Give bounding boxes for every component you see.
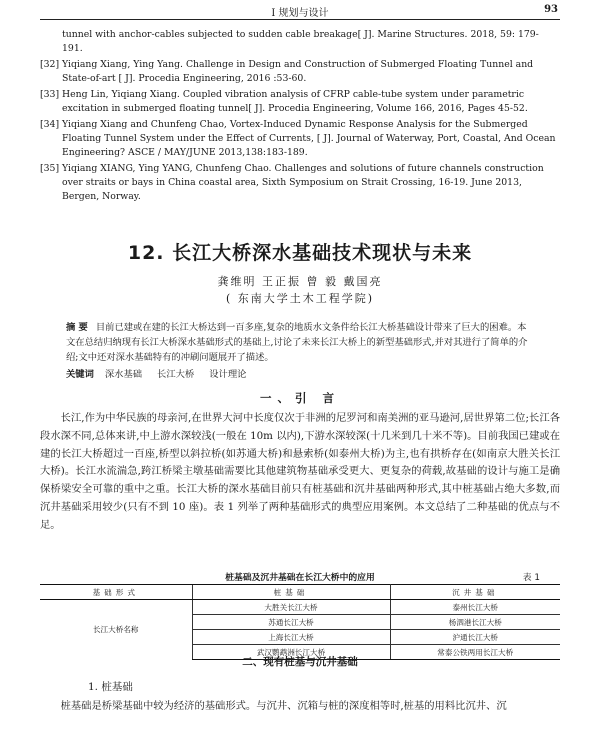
reference-item <box>40 162 556 204</box>
table-cell: 大胜关长江大桥 <box>192 600 390 615</box>
pile-paragraph: 桩基础是桥梁基础中较为经济的基础形式。与沉井、沉箱与桩的深度相等时,桩基的用料比沉井、沉 <box>60 700 507 712</box>
reference-text: Yiqiang XIANG, Ying YANG, Chunfeng Chao. Challenges and solutions of future channels construction over straits or bays in China coastal area, Sixth Symposium on Strait Crossing, 16-19. June 2013, Bergen, Norway. <box>62 163 544 202</box>
keyword: 深水基础 <box>104 369 143 380</box>
keywords-label: 关键词 <box>66 369 94 380</box>
reference-number: [33] <box>40 89 60 100</box>
foundation-table <box>40 584 560 660</box>
reference-text: tunnel with anchor-cables subjected to sudden cable breakage[ J]. Marine Structures. 2018, 59: 179-191. <box>62 29 539 54</box>
table-cell: 常泰公铁两用长江大桥 <box>390 645 560 660</box>
table-header-cell: 沉井基础 <box>390 585 560 600</box>
page-number: 93 <box>544 4 558 15</box>
table-header-cell: 桩基础 <box>192 585 390 600</box>
article-affiliation: ( 东南大学土木工程学院) <box>225 292 375 305</box>
reference-item <box>40 88 556 116</box>
table-row-label: 长江大桥名称 <box>92 625 139 635</box>
reference-item <box>40 28 556 56</box>
header-rule <box>40 19 560 20</box>
table-cell: 沪通长江大桥 <box>390 630 560 645</box>
table-title: 桩基础及沉井基础在长江大桥中的应用 <box>225 573 375 583</box>
table-row <box>40 600 560 615</box>
running-head <box>40 4 560 18</box>
reference-number: [34] <box>40 119 60 130</box>
reference-number: [32] <box>40 59 60 70</box>
reference-number: [35] <box>40 163 60 174</box>
keywords <box>66 366 530 380</box>
reference-item <box>40 118 556 160</box>
abstract-label: 摘 要 <box>66 322 88 333</box>
keyword: 设计理论 <box>209 369 247 380</box>
table-cell: 武汉鹦鹉洲长江大桥 <box>192 645 390 660</box>
table-cell: 苏通长江大桥 <box>192 615 390 630</box>
article-authors: 龚维明 王正振 曾 毅 戴国亮 <box>217 275 383 288</box>
subsection-heading-pile: 1. 桩基础 <box>88 681 133 693</box>
keyword: 长江大桥 <box>157 369 195 380</box>
table-cell: 泰州长江大桥 <box>390 600 560 615</box>
table-cell: 上海长江大桥 <box>192 630 390 645</box>
abstract-text: 目前已建或在建的长江大桥达到一百多座,复杂的地质水文条件给长江大桥基础设计带来了巨大的困难。本文在总结归纳现有长江大桥深水基础形式的基础上,讨论了未来长江大桥上的新型基础形式,并对其进行了简单的介绍;文中还对深水基础特有的冲刷问题展开了描述。 <box>66 322 528 363</box>
reference-text: Yiqiang Xiang and Chunfeng Chao, Vortex-Induced Dynamic Response Analysis for the Submerged Floating Tunnel System under the Effect of Currents, [ J]. Journal of Waterway, Port, Coastal, And Ocean Engineering? ASCE / MAY/JUNE 2013,138:183-189. <box>62 119 556 158</box>
section-heading-foundations: 二、现有桩基与沉井基础 <box>242 656 358 668</box>
introduction-paragraph: 长江,作为中华民族的母亲河,在世界大河中长度仅次于非洲的尼罗河和南美洲的亚马逊河,居世界第二位;长江各段水深不同,总体来讲,中上游水深较浅(一般在 10m 以内),下游水深较深(十几米到几十米不等)。目前我国已建或在建的长江大桥超过一百座,桥型以斜拉桥(如苏通大桥)和悬索桥(如泰州大桥)为主,也有拱桥存在(如南京大胜关长江大桥)。长江水流湍急,跨江桥梁主墩基础需要比其他建筑物基础承受更大、更复杂的荷载,故基础的设计与施工是确保桥梁安全可靠的重中之重。长江大桥的深水基础目前只有桩基础和沉井基础两种形式,其中桩基础占绝大多数,而沉井基础采用较少(只有不到 10 座)。表 1 列举了两种基础形式的典型应用案例。本文总结了二种基础的优点与不足。 <box>40 412 560 531</box>
table-header-cell: 基础形式 <box>40 585 192 600</box>
abstract <box>66 320 530 365</box>
section-heading-introduction: 一、引 言 <box>259 391 340 405</box>
reference-list <box>40 28 556 206</box>
table-header-row <box>40 585 560 600</box>
running-head-section: Ⅰ 规划与设计 <box>271 8 329 19</box>
reference-item <box>40 58 556 86</box>
reference-text: Yiqiang Xiang, Ying Yang. Challenge in Design and Construction of Submerged Floating Tunnel and State-of-art [ J]. Procedia Engineering, 2016 :53-60. <box>62 59 534 84</box>
table-cell: 杨泗港长江大桥 <box>390 615 560 630</box>
reference-text: Heng Lin, Yiqiang Xiang. Coupled vibration analysis of CFRP cable-tube system under parametric excitation in submerged floating tunnel[ J]. Procedia Engineering, Volume 166, 2016, Pages 45-52. <box>62 89 528 114</box>
article-title: 12. 长江大桥深水基础技术现状与未来 <box>127 242 473 264</box>
table-label: 表 1 <box>522 573 540 583</box>
